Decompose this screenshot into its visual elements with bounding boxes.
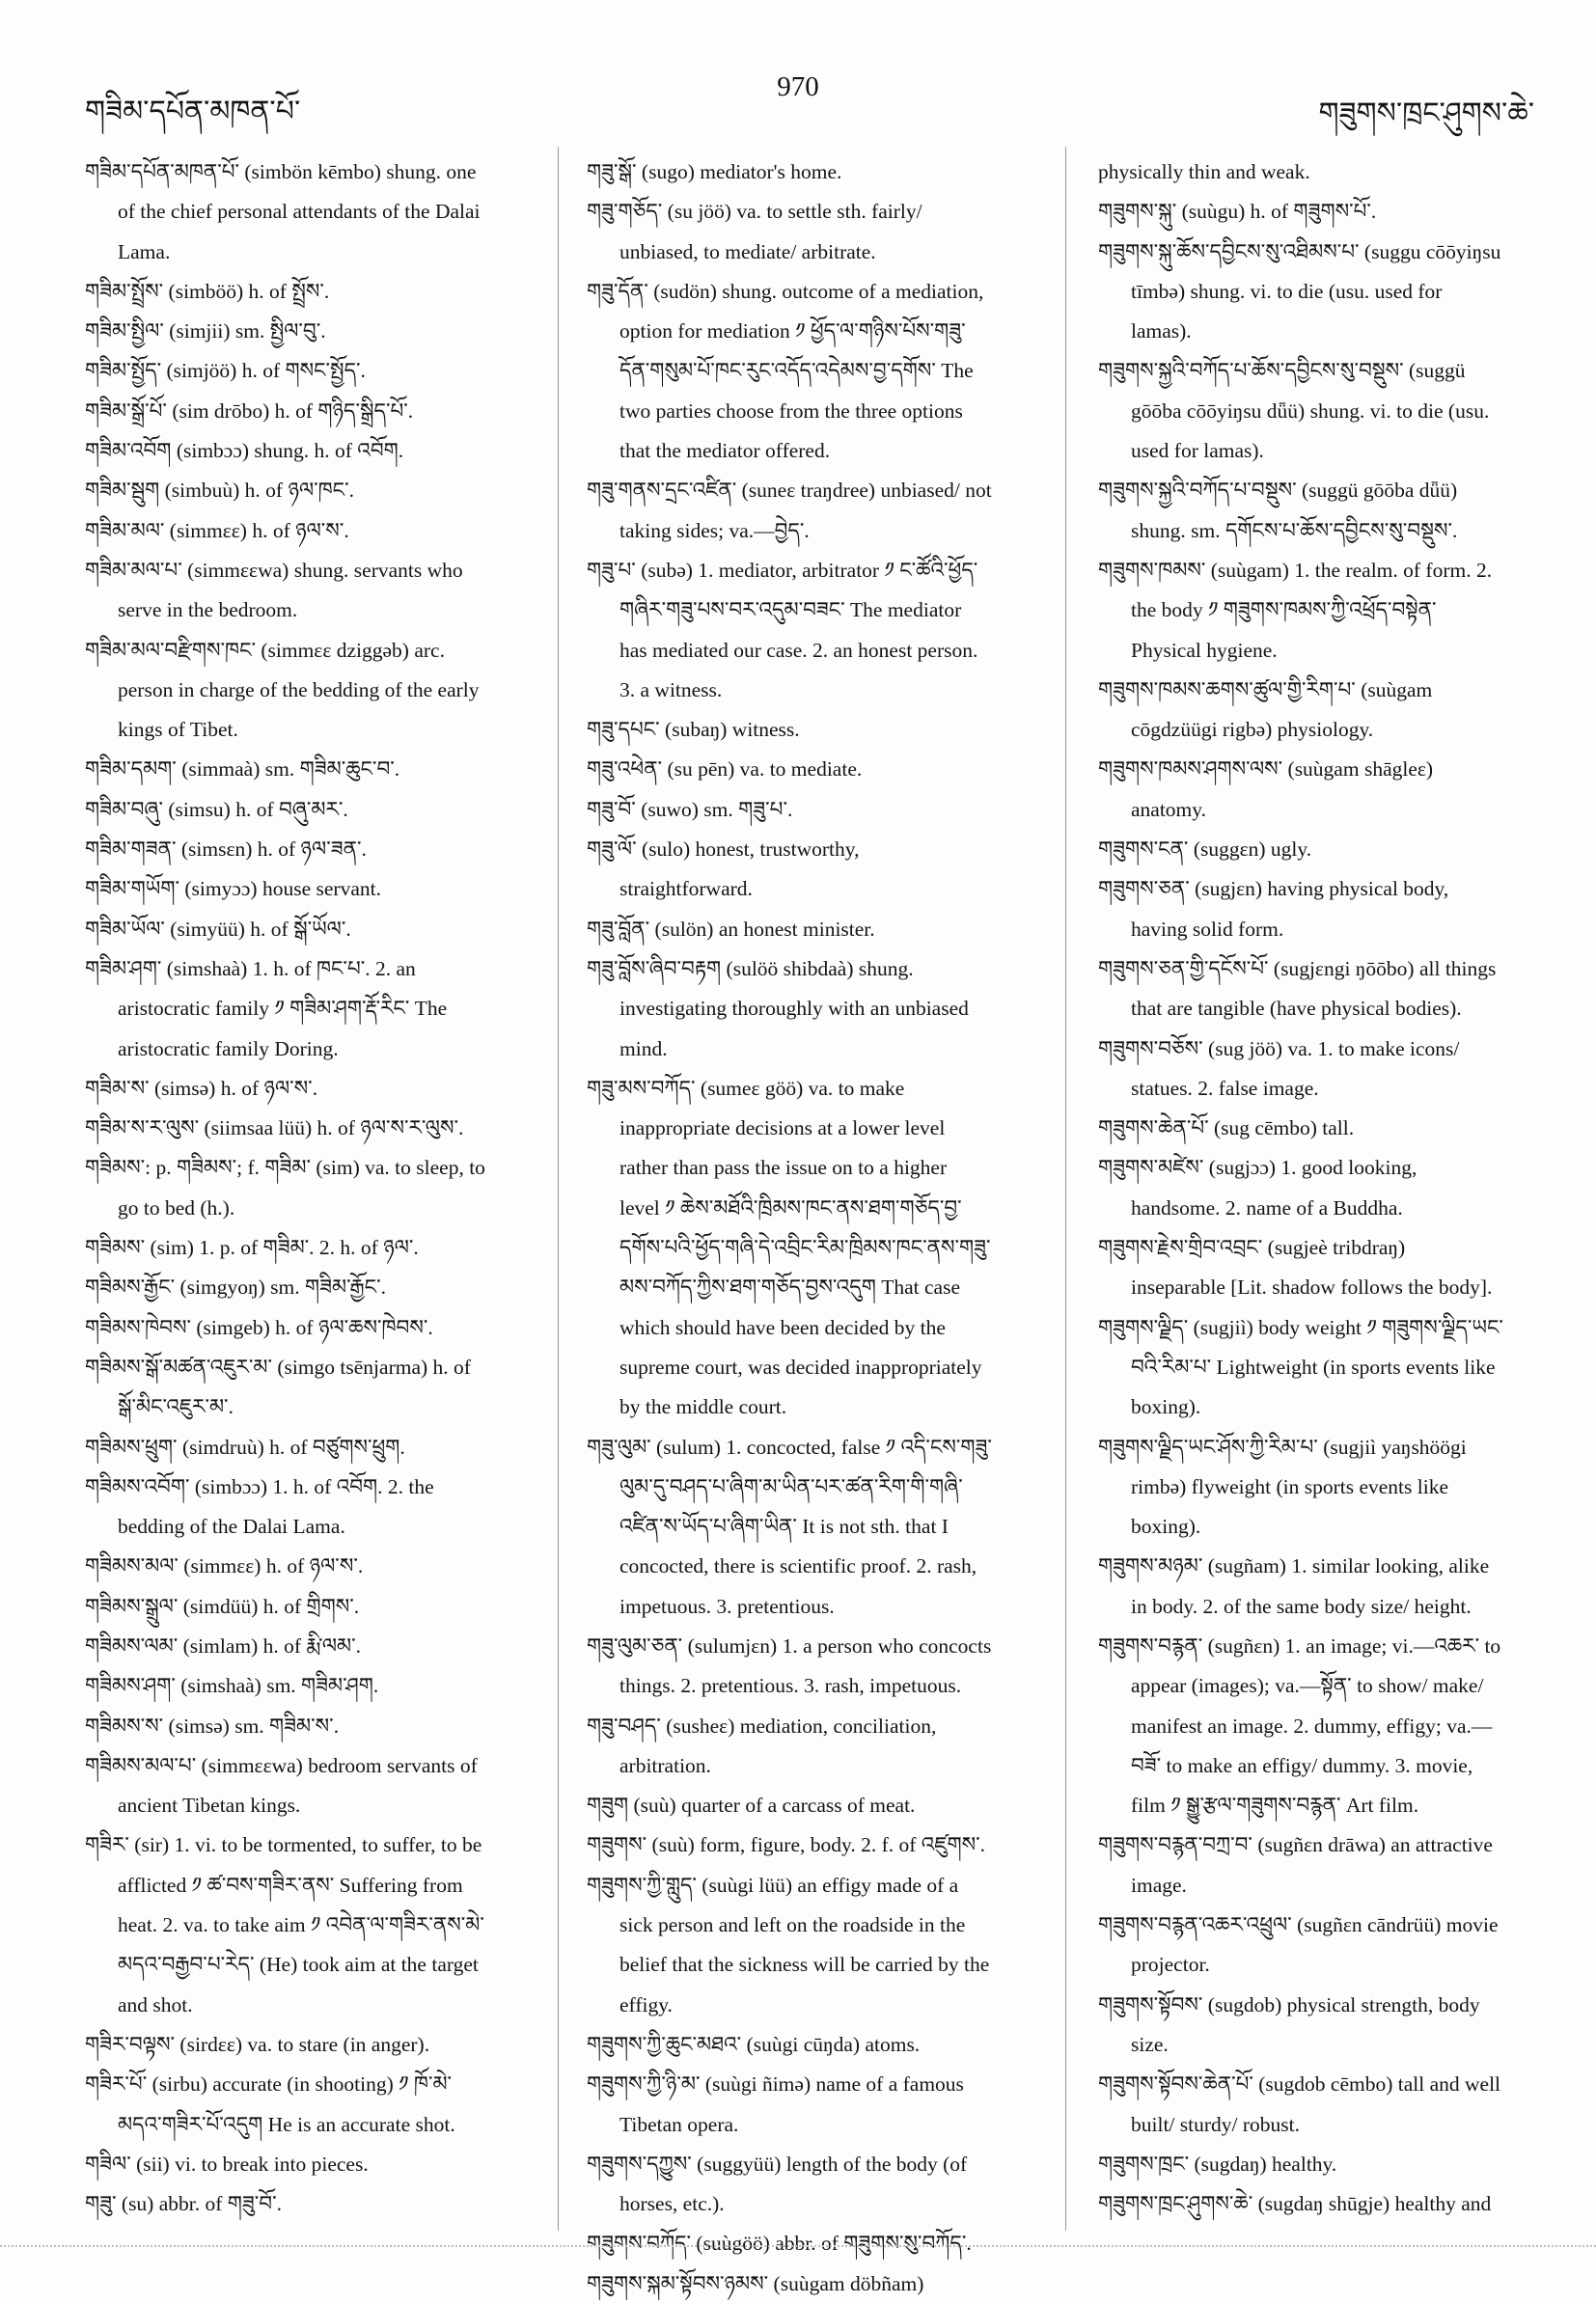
dictionary-entry: གཟིམས་སྒོ་མཚན་འཇུར་མ་ (simgo tsēnjarma) h. of སྒོ་མིང་འཇུར་མ་. xyxy=(85,1355,471,1419)
dictionary-entry: གཟུ་ལུམ་ཅན་ (sulumjɛn) 1. a person who concocts things. 2. pretentious. 3. rash, impetuous. xyxy=(587,1633,992,1698)
dictionary-entry: གཟུགས་སྟོབས་ (sugdob) physical strength, body size. xyxy=(1098,1992,1480,2056)
dictionary-entry: གཟུགས་སྐྱའི་བཀོད་པ་བསྡུས་ (suggü gōōba dǖü) shung. sm. དགོངས་པ་ཆོས་དབྱིངས་སུ་བསྡུས་. xyxy=(1098,479,1458,542)
dictionary-entry: physically thin and weak. xyxy=(1098,160,1310,183)
dictionary-entry: གཟུགས་རྗེས་གྲིབ་འབྲང་ (sugjeè tribdraŋ) inseparable [Lit. shadow follows the body]. xyxy=(1098,1236,1493,1300)
dictionary-entry: གཟུགས་བརྙན་བཀྲ་བ་ (sugñɛn drāwa) an attractive image. xyxy=(1098,1833,1493,1897)
left-running-head: གཟིམ་དཔོན་མཁན་པོ་ xyxy=(85,95,301,128)
dictionary-entry: གཟིམས་ལམ་ (simlam) h. of རྨི་ལམ་. xyxy=(85,1633,361,1658)
dictionary-entry: གཟིམས་ཁེབས་ (simgeb) h. of ཉལ་ཆས་ཁེབས་. xyxy=(85,1315,433,1339)
dictionary-entry: གཟུ་བཤད་ (susheɛ) mediation, conciliation, arbitration. xyxy=(587,1714,937,1777)
dictionary-entry: གཟུགས་ཀྱི་ཆུང་མཐའ་ (suùgi cūŋda) atoms. xyxy=(587,2032,921,2056)
dictionary-entry: གཟུག (suù) quarter of a carcass of meat. xyxy=(587,1794,916,1818)
dictionary-entry: གཟིམ་ཡོལ་ (simyüü) h. of སྒོ་ཡོལ་. xyxy=(85,917,351,941)
dictionary-entry: གཟིམ་སྤྱིལ་ (simjii) sm. སྤྱིལ་བུ་. xyxy=(85,319,326,343)
right-running-head: གཟུགས་ཁྲང་ཤུགས་ཆེ་ xyxy=(1318,96,1534,130)
dictionary-entry: གཟུགས་བཀོད་ (suùgöö) abbr. of གཟུགས་སུ་བཀོད་. xyxy=(587,2232,972,2256)
dictionary-entry: གཟུ་ལུམ་ (sulum) 1. concocted, false ༡ འདི་ངས་གཟུ་ལུམ་དུ་བཤད་པ་ཞིག་མ་ཡིན་པར་ཚན་རིག་གི་གཞི་འཛིན་ས་ཡོད་པ་ཞིག་ཡིན་ It is not sth. that I concocted, there is scientific proof. 2. rash, impetuous. 3. pretentious. xyxy=(587,1435,992,1618)
dictionary-entry: གཟིམ་ཤག་ (simshaà) 1. h. of ཁང་པ་. 2. an aristocratic family ༡ གཟིམ་ཤག་རྡོ་རིང་ The aristocratic family Doring. xyxy=(85,956,448,1060)
dictionary-entry: གཟུགས་བཅོས་ (sug jöö) va. 1. to make icons/ statues. 2. false image. xyxy=(1098,1036,1460,1100)
dictionary-entry: གཟུགས་ལྗིད་ (sugjiì) body weight ༡ གཟུགས་ལྗིད་ཡང་བའི་རིམ་པ་ Lightweight (in sports events like boxing). xyxy=(1098,1315,1503,1419)
dictionary-entry: གཟིམ་དཔོན་མཁན་པོ་ (simbön kēmbo) shung. one of the chief personal attendants of the Dalai Lama. xyxy=(85,160,481,263)
dictionary-entry: གཟིམ་མལ་བརྫིགས་ཁང་ (simmɛɛ dziggəb) arc. person in charge of the bedding of the early kings of Tibet. xyxy=(85,638,480,742)
dictionary-entry: གཟིམ་བཞུ་ (simsu) h. of བཞུ་མར་. xyxy=(85,797,348,821)
dictionary-entry: གཟུ་པ་ (subə) 1. mediator, arbitrator ༡ ང་ཚོའི་ཕྱོད་གཞིར་གཟུ་པས་བར་འདུམ་བཟང་ The mediator has mediated our case. 2. an honest person. 3. a witness. xyxy=(587,558,978,701)
dictionary-entry: གཟིར་པོ་ (sirbu) accurate (in shooting) ༡ ཁོ་མེ་མདའ་གཟིར་པོ་འདུག He is an accurate shot. xyxy=(85,2072,455,2136)
dictionary-entry: གཟུགས་སྐུ་ (suùgu) h. of གཟུགས་པོ་. xyxy=(1098,200,1377,224)
dictionary-entry: གཟུགས་ཁམས་ (suùgam) 1. the realm. of form. 2. the body ༡ གཟུགས་ཁམས་ཀྱི་འཕྲོད་བསྟེན་ Physical hygiene. xyxy=(1098,558,1493,662)
dictionary-entry: གཟིར་བལྟས་ (sirdɛɛ) va. to stare (in anger). xyxy=(85,2032,430,2056)
dictionary-entry: གཟིར་ (sir) 1. vi. to be tormented, to suffer, to be afflicted ༡ ཚ་བས་གཟིར་ནས་ Suffering from heat. 2. va. to take aim ༡ འབེན་ལ་གཟིར་ནས་མེ་མདའ་བརྒྱབ་པ་རེད་ (He) took aim at the target and shot. xyxy=(85,1833,484,2016)
dictionary-entry: གཟིམས་ས་ (simsə) sm. གཟིམ་ས་. xyxy=(85,1714,340,1738)
dictionary-entry: གཟུགས་སྐུ་ཆོས་དབྱིངས་སུ་འཐིམས་པ་ (suggu cōōyiŋsu tīmbə) shung. vi. to die (usu. used for lamas). xyxy=(1098,239,1501,343)
dictionary-entry: གཟུགས་ཁམས་ཤགས་ལས་ (suùgam shāgleɛ) anatomy. xyxy=(1098,757,1434,821)
column-divider xyxy=(558,147,559,2231)
dictionary-entry: གཟིམ་སྤྲོས་ (simböö) h. of སྤྲོས་. xyxy=(85,279,330,303)
dictionary-entry: གཟུགས་བརྙན་ (sugñɛn) 1. an image; vi.—འཆར་ to appear (images); va.—སྟོན་ to show/ make/ manifest an image. 2. dummy, effigy; va.—བཟོ་ to make an effigy/ dummy. 3. movie, film ༡ སྒྱུ་རྩལ་གཟུགས་བརྙན་ Art film. xyxy=(1098,1633,1501,1818)
dictionary-entry: གཟུ་གནས་དྲང་འཛིན་ (suneɛ traŋdree) unbiased/ not taking sides; va.—བྱེད་. xyxy=(587,479,992,542)
dictionary-entry: གཟིམས་སྒྲུལ་ (simdüü) h. of གྲིགས་. xyxy=(85,1594,360,1618)
dictionary-entry: གཟུགས་ཆེན་པོ་ (sug cēmbo) tall. xyxy=(1098,1116,1355,1140)
dictionary-entry: གཟིམ་འབོག (simbɔɔ) shung. h. of འབོག. xyxy=(85,439,404,463)
dictionary-entry: གཟུ་འཕེན་ (su pēn) va. to mediate. xyxy=(587,757,863,782)
dictionary-entry: གཟུགས་ཀྱི་ཉི་མ་ (suùgi ñimə) name of a famous Tibetan opera. xyxy=(587,2072,964,2136)
dictionary-entry: གཟུགས་ཅན་ (sugjɛn) having physical body, having solid form. xyxy=(1098,877,1449,941)
dictionary-entry: གཟིལ་ (sii) vi. to break into pieces. xyxy=(85,2152,369,2176)
dictionary-entry: གཟུགས་སྟོབས་ཆེན་པོ་ (sugdob cēmbo) tall and well built/ sturdy/ robust. xyxy=(1098,2072,1501,2136)
dictionary-entry: གཟིམས་རྒྱོང་ (simgyoŋ) sm. གཟིམ་རྒྱོང་. xyxy=(85,1275,386,1300)
dictionary-entry: གཟུ་མས་བཀོད་ (sumeɛ göö) va. to make inappropriate decisions at a lower level rather than pass the issue on to a higher level ༡ ཆེས་མཐོའི་ཁྲིམས་ཁང་ནས་ཐག་གཅོད་བྱ་དགོས་པའི་ཕྱོད་གཞི་དེ་འབྲིང་རིམ་ཁྲིམས་ཁང་ནས་གཟུ་མས་བཀོད་ཀྱིས་ཐག་གཅོད་བྱས་འདུག That case which should have been decided by the supreme court, was decided inappropriately by the middle court. xyxy=(587,1076,991,1419)
dictionary-entry: གཟུ་གཅོད་ (su jöö) va. to settle sth. fairly/ unbiased, to mediate/ arbitrate. xyxy=(587,200,922,263)
dictionary-entry: གཟིམ་ས་ (simsə) h. of ཉལ་ས་. xyxy=(85,1076,318,1100)
dictionary-entry: གཟིམས་ཤག་ (simshaà) sm. གཟིམ་ཤག. xyxy=(85,1674,379,1698)
dictionary-entry: གཟུགས་མཛེས་ (sugjɔɔ) 1. good looking, handsome. 2. name of a Buddha. xyxy=(1098,1156,1417,1220)
dictionary-entry: གཟིམས་: p. གཟིམས་; f. གཟིམ་ (sim) va. to sleep, to go to bed (h.). xyxy=(85,1156,485,1220)
column-divider xyxy=(1065,147,1066,2231)
scan-edge xyxy=(0,2245,1596,2247)
dictionary-entry: གཟིམ་སྤྱོད་ (simjöö) h. of གསང་སྤྱོད་. xyxy=(85,359,366,383)
dictionary-entry: གཟིམ་ས་ར་ལུས་ (siimsaa lüü) h. of ཉལ་ས་ར་ལུས་. xyxy=(85,1116,464,1140)
dictionary-entry: གཟིམ་དམག་ (simmaà) sm. གཟིམ་ཆུང་བ་. xyxy=(85,757,400,782)
dictionary-entry: གཟུ་བློན་ (sulön) an honest minister. xyxy=(587,917,875,941)
page-number: 970 xyxy=(777,71,819,102)
dictionary-entry: གཟིམས་མལ་ (simmɛɛ) h. of ཉལ་ས་. xyxy=(85,1554,364,1578)
dictionary-column-1 xyxy=(85,152,490,2224)
dictionary-entry: གཟུ་སྒོ་ (sugo) mediator's home. xyxy=(587,160,842,183)
dictionary-entry: གཟུགས་ཀྱི་གླུད་ (suùgi lüü) an effigy made of a sick person and left on the roadside in the belief that the sickness will be carried by the effigy. xyxy=(587,1873,990,2016)
dictionary-entry: གཟུ་བོ་ (suwo) sm. གཟུ་པ་. xyxy=(587,797,793,821)
dictionary-entry: གཟུགས་སྐམ་སྟོབས་ཉམས་ (suùgam döbñam) xyxy=(587,2271,924,2295)
dictionary-entry: གཟུ་ (su) abbr. of གཟུ་བོ་. xyxy=(85,2192,282,2216)
dictionary-entry: གཟུགས་ཁམས་ཆགས་ཚུལ་གྱི་རིག་པ་ (suùgam cōgdzüügi rigbə) physiology. xyxy=(1098,677,1433,742)
dictionary-entry: གཟིམ་སྒྲོ་པོ་ (sim drōbo) h. of གཉིད་སྒྲིད་པོ་. xyxy=(85,398,414,423)
dictionary-entry: གཟུ་དོན་ (sudön) shung. outcome of a mediation, option for mediation ༡ ཕྱོད་ལ་གཉིས་པོས་གཟུ་དོན་གསུམ་པོ་ཁང་རུང་འདོད་འདེམས་བྱ་དགོས་ The two parties choose from the three options that the mediator offered. xyxy=(587,279,984,463)
page-header xyxy=(0,68,1596,130)
dictionary-entry: གཟིམ་གཡོག་ (simyɔɔ) house servant. xyxy=(85,877,381,901)
dictionary-entry: གཟིམས་འབོག་ (simbɔɔ) 1. h. of འབོག. 2. the bedding of the Dalai Lama. xyxy=(85,1474,434,1539)
dictionary-entry: གཟིམ་མལ་ (simmɛɛ) h. of ཉལ་ས་. xyxy=(85,518,349,542)
dictionary-entry: གཟུ་དཔང་ (subaŋ) witness. xyxy=(587,718,800,742)
dictionary-entry: གཟིམ་མལ་པ་ (simmɛɛwa) shung. servants who serve in the bedroom. xyxy=(85,558,463,622)
dictionary-entry: གཟུ་བློས་ཞིབ་བརྟག (sulöö shibdaà) shung. investigating thoroughly with an unbiased mind. xyxy=(587,956,969,1060)
dictionary-entry: གཟུགས་སྐྱའི་བཀོད་པ་ཆོས་དབྱིངས་སུ་བསྡུས་ (suggü gōōba cōōyiŋsu dǖü) shung. vi. to die (usu. used for lamas). xyxy=(1098,359,1490,463)
dictionary-column-3 xyxy=(1098,152,1503,2224)
dictionary-entry: གཟུགས་མཉམ་ (sugñam) 1. similar looking, alike in body. 2. of the same body size/ height. xyxy=(1098,1554,1490,1618)
dictionary-entry: གཟུ་ལོ་ (sulo) honest, trustworthy, straightforward. xyxy=(587,837,860,901)
dictionary-entry: གཟུགས་ཁྲང་ (sugdaŋ) healthy. xyxy=(1098,2152,1337,2176)
dictionary-entry: གཟུགས་བརྙན་འཆར་འཕྲུལ་ (sugñɛn cāndrüü) movie projector. xyxy=(1098,1913,1499,1977)
dictionary-entry: གཟུགས་ལྗིད་ཡང་ཤོས་ཀྱི་རིམ་པ་ (sugjiì yaŋshöögi rimbə) flyweight (in sports events like boxing). xyxy=(1098,1435,1467,1539)
dictionary-column-2 xyxy=(587,152,992,2304)
dictionary-entry: གཟུགས་ཁྲང་ཤུགས་ཆེ་ (sugdaŋ shūgje) healthy and xyxy=(1098,2192,1492,2216)
dictionary-entry: གཟུགས་ (suù) form, figure, body. 2. f. of འཛུགས་. xyxy=(587,1833,985,1857)
dictionary-entry: གཟུགས་ངན་ (suggɛn) ugly. xyxy=(1098,837,1312,862)
dictionary-entry: གཟུགས་དཀྱུས་ (suggyüü) length of the body (of horses, etc.). xyxy=(587,2152,968,2216)
dictionary-entry: གཟིམ་གཟན་ (simsɛn) h. of ཉལ་ཟན་. xyxy=(85,837,367,862)
dictionary-entry: གཟིམས་མལ་པ་ (simmɛɛwa) bedroom servants of ancient Tibetan kings. xyxy=(85,1753,478,1818)
dictionary-entry: གཟུགས་ཅན་གྱི་དངོས་པོ་ (sugjɛngi ŋōōbo) all things that are tangible (have physical bodies). xyxy=(1098,956,1497,1021)
dictionary-entry: གཟིམས་ (sim) 1. p. of གཟིམ་. 2. h. of ཉལ་. xyxy=(85,1236,419,1260)
dictionary-entry: གཟིམ་སྦུག (simbuù) h. of ཉལ་ཁང་. xyxy=(85,479,354,503)
dictionary-entry: གཟིམས་ཕྲུག་ (simdruù) h. of བཙུགས་ཕྲུག. xyxy=(85,1435,405,1459)
